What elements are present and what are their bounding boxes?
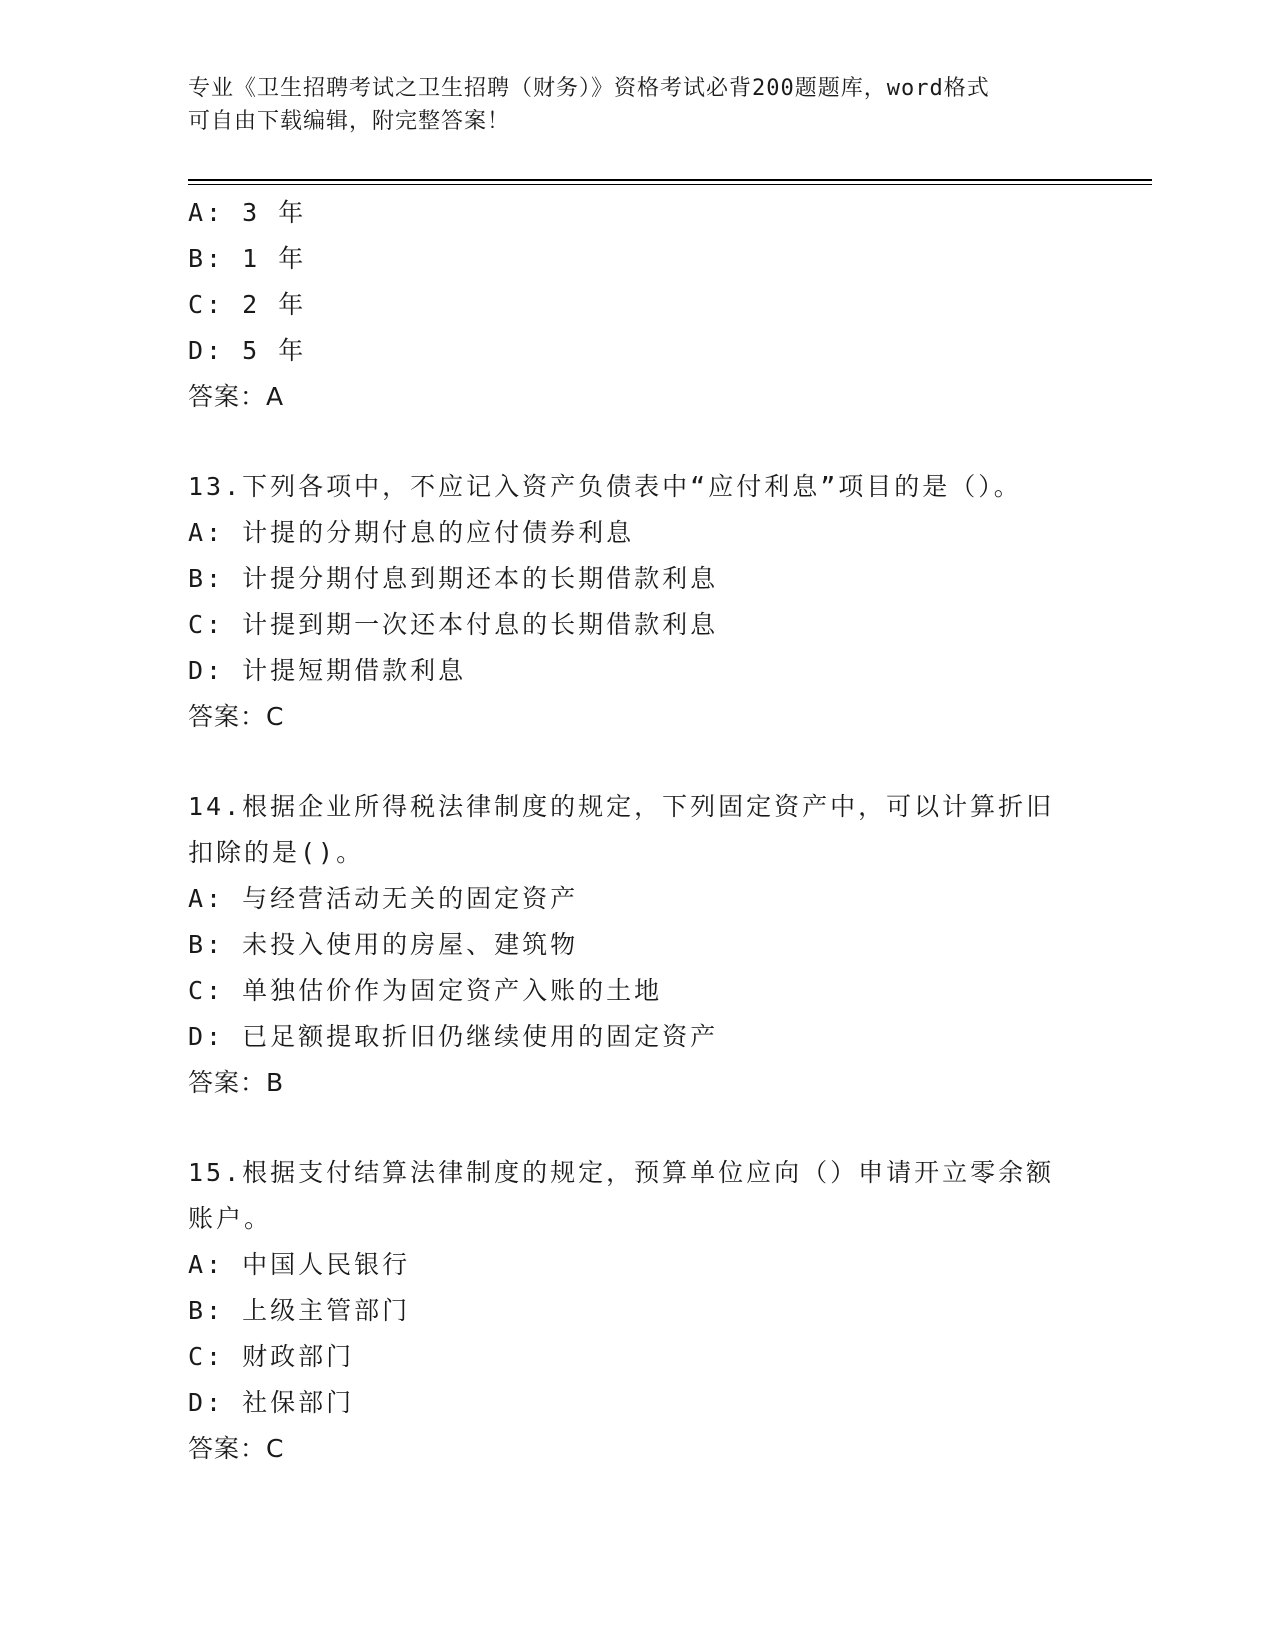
question-13 [188, 464, 1088, 740]
question-list [188, 190, 1088, 1472]
option-c: C: 单独估价作为固定资产入账的土地 [188, 976, 663, 1005]
header-rule-thick [188, 179, 1152, 181]
document-header [188, 72, 1088, 138]
option-a: A: 中国人民银行 [188, 1250, 411, 1279]
answer: 答案：C [188, 702, 285, 731]
question-text: 13.下列各项中，不应记入资产负债表中“应付利息”项目的是（）。 [188, 472, 1022, 501]
spacer [188, 740, 1088, 784]
spacer [188, 1106, 1088, 1150]
answer: 答案：A [188, 382, 285, 411]
question-text-line-2: 账户。 [188, 1204, 273, 1233]
option-c: C: 计提到期一次还本付息的长期借款利息 [188, 610, 719, 639]
option-c: C: 2 年 [188, 290, 307, 319]
spacer [188, 420, 1088, 464]
option-b: B: 上级主管部门 [188, 1296, 411, 1325]
answer: 答案：C [188, 1434, 285, 1463]
question-text-line-1: 14.根据企业所得税法律制度的规定，下列固定资产中，可以计算折旧 [188, 792, 1055, 821]
question-14 [188, 784, 1088, 1106]
header-line-2: 可自由下载编辑，附完整答案！ [188, 109, 511, 134]
option-d: D: 计提短期借款利息 [188, 656, 467, 685]
option-b: B: 未投入使用的房屋、建筑物 [188, 930, 579, 959]
header-rule-thin [188, 184, 1152, 185]
option-a: A: 3 年 [188, 198, 307, 227]
option-d: D: 社保部门 [188, 1388, 355, 1417]
option-b: B: 1 年 [188, 244, 307, 273]
option-d: D: 5 年 [188, 336, 307, 365]
option-a: A: 计提的分期付息的应付债券利息 [188, 518, 635, 547]
option-c: C: 财政部门 [188, 1342, 355, 1371]
option-b: B: 计提分期付息到期还本的长期借款利息 [188, 564, 719, 593]
option-d: D: 已足额提取折旧仍继续使用的固定资产 [188, 1022, 719, 1051]
option-a: A: 与经营活动无关的固定资产 [188, 884, 579, 913]
question-text-line-1: 15.根据支付结算法律制度的规定，预算单位应向（）申请开立零余额 [188, 1158, 1055, 1187]
question-text-line-2: 扣除的是()。 [188, 838, 365, 867]
answer: 答案：B [188, 1068, 285, 1097]
question-partial [188, 190, 1088, 420]
header-line-1: 专业《卫生招聘考试之卫生招聘（财务）》资格考试必背200题题库，word格式 [188, 76, 990, 101]
question-15 [188, 1150, 1088, 1472]
